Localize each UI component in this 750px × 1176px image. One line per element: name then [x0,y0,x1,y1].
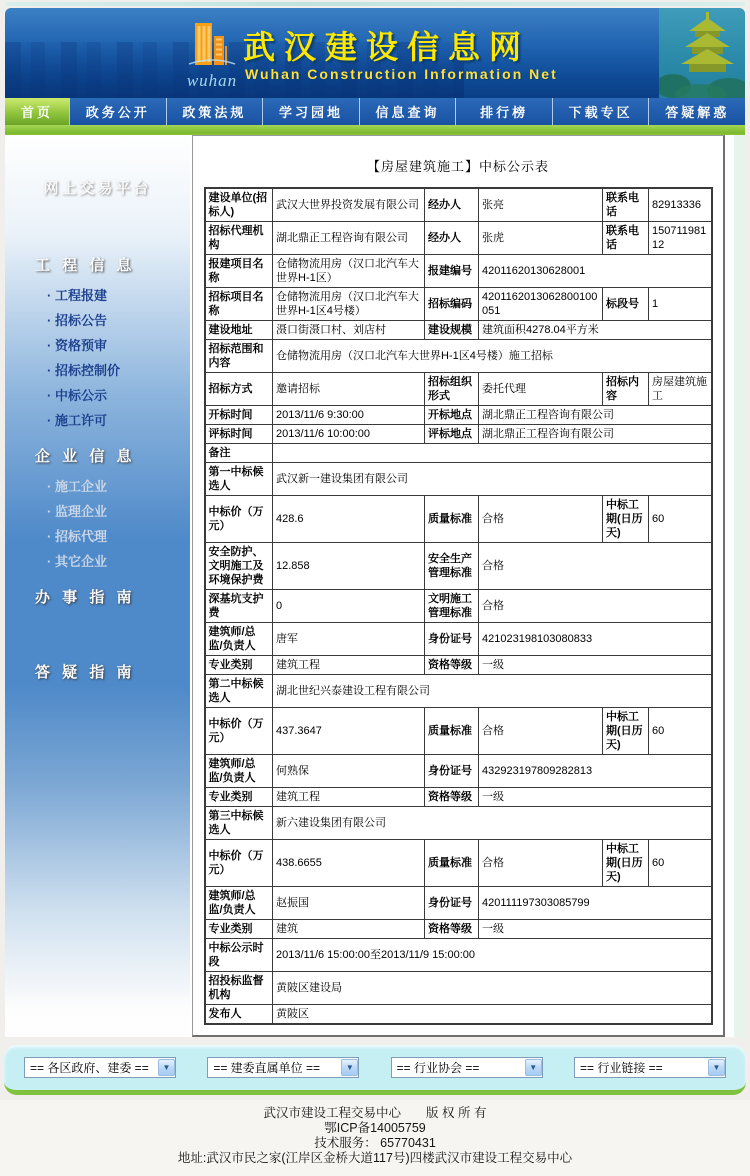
field-label: 身份证号 [425,887,479,920]
field-value: 438.6655 [273,840,425,887]
field-label: 招标代理机构 [205,222,273,255]
field-value: 建筑工程 [273,788,425,807]
field-label: 质量标准 [425,496,479,543]
table-row [205,708,712,755]
field-value: 唐军 [273,623,425,656]
building-logo-icon [187,20,237,70]
field-label: 中标价（万元） [205,496,273,543]
tab-learning[interactable]: 学习园地 [262,98,359,125]
field-value: 428.6 [273,496,425,543]
field-label: 评标时间 [205,425,273,444]
sidebar-section-qa-guide[interactable]: 答 疑 指 南 [35,664,136,681]
sidebar [5,135,190,1037]
pagoda-image [659,8,745,98]
field-value: 仓储物流用房（汉口北汽车大世界H-1区4号楼）施工招标 [273,340,712,373]
table-row [205,496,712,543]
dropdown-selected-value: == 各区政府、建委 == [30,1061,149,1075]
chevron-down-icon: ▼ [708,1059,725,1076]
field-value: 4201162013062800100051 [479,288,603,321]
field-label: 身份证号 [425,755,479,788]
sidebar-sections [5,254,190,682]
field-value: 房屋建筑施工 [649,373,712,406]
table-row [205,920,712,939]
field-value: 合格 [479,590,712,623]
field-value: 合格 [479,496,603,543]
sidebar-item-construction-enterprise[interactable]: · 施工企业 [47,479,107,494]
table-row [205,1005,712,1025]
tab-ranking[interactable]: 排行榜 [455,98,552,125]
field-label: 中标公示时段 [205,939,273,972]
table-row [205,288,712,321]
field-label: 建筑师/总监/负责人 [205,623,273,656]
field-label: 身份证号 [425,623,479,656]
field-value: 湖北鼎正工程咨询有限公司 [479,406,712,425]
table-row [205,321,712,340]
field-value: 421023198103080833 [479,623,712,656]
field-value: 60 [649,496,712,543]
tab-info-query[interactable]: 信息查询 [359,98,456,125]
field-label: 资格等级 [425,920,479,939]
table-row [205,887,712,920]
field-label: 经办人 [425,188,479,222]
field-value: 邀请招标 [273,373,425,406]
field-value: 15071198112 [649,222,712,255]
tab-qa[interactable]: 答疑解惑 [648,98,745,125]
field-value: 湖北鼎正工程咨询有限公司 [479,425,712,444]
field-label: 建筑师/总监/负责人 [205,755,273,788]
bid-table [204,187,713,1025]
field-label: 安全防护、文明施工及环境保护费 [205,543,273,590]
field-label: 招标编码 [425,288,479,321]
sidebar-item-supervision-enterprise[interactable]: · 监理企业 [47,504,107,519]
sidebar-item-list [47,474,190,574]
field-label: 开标地点 [425,406,479,425]
main-content-panel [192,135,725,1037]
sidebar-section-enterprise-info: 企 业 信 息 [35,448,136,465]
field-value: 2013/11/6 9:30:00 [273,406,425,425]
sidebar-item-construction-permit[interactable]: · 施工许可 [47,413,107,428]
table-row [205,755,712,788]
field-label: 招标范围和内容 [205,340,273,373]
field-label: 质量标准 [425,840,479,887]
field-label: 安全生产管理标准 [425,543,479,590]
field-label: 备注 [205,444,273,463]
site-title: 武汉建设信息网 [243,29,531,65]
table-row [205,543,712,590]
field-value: 82913336 [649,188,712,222]
table-row [205,188,712,222]
field-value: 2013/11/6 10:00:00 [273,425,425,444]
tab-policy[interactable]: 政策法规 [166,98,263,125]
field-label: 招投标监督机构 [205,972,273,1005]
table-row [205,222,712,255]
chevron-down-icon: ▼ [525,1059,542,1076]
field-label: 建设地址 [205,321,273,340]
field-value: 武汉大世界投资发展有限公司 [273,188,425,222]
field-value: 432923197809282813 [479,755,712,788]
field-value: 湖北鼎正工程咨询有限公司 [273,222,425,255]
table-row [205,623,712,656]
table-row [205,590,712,623]
table-row [205,656,712,675]
sidebar-section-project-info: 工 程 信 息 [35,257,136,274]
field-label: 发布人 [205,1005,273,1025]
dropdown-selected-value: == 行业链接 == [579,1061,663,1075]
field-value: 一级 [479,656,712,675]
table-row [205,444,712,463]
field-label: 中标工期(日历天) [603,840,649,887]
dropdown-committee-units[interactable] [207,1057,359,1078]
table-row [205,972,712,1005]
field-label: 中标价（万元） [205,708,273,755]
dropdown-industry-links[interactable] [574,1057,726,1078]
field-value: 12.858 [273,543,425,590]
field-label: 联系电话 [603,188,649,222]
footer [0,1100,750,1176]
dropdown-industry-assoc[interactable] [391,1057,543,1078]
yellow-crane-tower-icon [659,8,745,98]
table-row [205,340,712,373]
field-value: 张亮 [479,188,603,222]
table-row [205,463,712,496]
field-label: 标段号 [603,288,649,321]
sidebar-platform-title: 网上交易平台 [43,180,152,197]
table-row [205,939,712,972]
field-label: 招标项目名称 [205,288,273,321]
dropdown-selected-value: == 建委直属单位 == [213,1061,321,1075]
top-divider [5,2,745,6]
field-value: 委托代理 [479,373,603,406]
field-label: 中标价（万元） [205,840,273,887]
field-value: 0 [273,590,425,623]
field-label: 质量标准 [425,708,479,755]
field-value: 合格 [479,708,603,755]
table-row [205,675,712,708]
field-value: 仓储物流用房（汉口北汽车大世界H-1区） [273,255,425,288]
field-label: 专业类别 [205,656,273,675]
field-value [273,444,712,463]
field-value: 新六建设集团有限公司 [273,807,712,840]
field-label: 建筑师/总监/负责人 [205,887,273,920]
site-logo [173,20,251,91]
field-value: 合格 [479,840,603,887]
field-label: 招标组织形式 [425,373,479,406]
field-label: 招标方式 [205,373,273,406]
field-label: 经办人 [425,222,479,255]
field-value: 仓储物流用房（汉口北汽车大世界H-1区4号楼） [273,288,425,321]
nav-tabs [5,98,745,125]
footer-tech-service: 技术服务： 65770431 [314,1136,436,1150]
table-row [205,788,712,807]
field-label: 建设单位(招标人) [205,188,273,222]
field-value: 张虎 [479,222,603,255]
field-label: 建设规模 [425,321,479,340]
tab-download[interactable]: 下载专区 [552,98,649,125]
table-row [205,425,712,444]
field-label: 资格等级 [425,656,479,675]
sidebar-item-prequalification[interactable]: · 资格预审 [47,338,107,353]
field-label: 报建项目名称 [205,255,273,288]
field-label: 深基坑支护费 [205,590,273,623]
field-label: 第三中标候选人 [205,807,273,840]
field-label: 资格等级 [425,788,479,807]
links-bar [4,1045,746,1095]
field-value: 437.3647 [273,708,425,755]
field-label: 中标工期(日历天) [603,708,649,755]
tab-gov-open[interactable]: 政务公开 [69,98,166,125]
field-value: 赵振国 [273,887,425,920]
field-value: 黄陂区建设局 [273,972,712,1005]
field-value: 一级 [479,920,712,939]
field-value: 滠口街滠口村、刘店村 [273,321,425,340]
sidebar-item-project-filing[interactable]: · 工程报建 [47,288,107,303]
page-body [5,135,745,1037]
sidebar-item-other-enterprise[interactable]: · 其它企业 [47,554,107,569]
field-value: 建筑 [273,920,425,939]
sidebar-section-service-guide[interactable]: 办 事 指 南 [35,589,136,606]
field-value: 42011620130628001 [479,255,712,288]
field-value: 黄陂区 [273,1005,712,1025]
sidebar-item-bid-agency[interactable]: · 招标代理 [47,529,107,544]
field-value: 420111197303085799 [479,887,712,920]
site-subtitle: Wuhan Construction Information Net [245,66,558,82]
sidebar-item-bid-notice[interactable]: · 招标公告 [47,313,107,328]
field-label: 开标时间 [205,406,273,425]
field-label: 中标工期(日历天) [603,496,649,543]
table-row [205,807,712,840]
nav-bottom-strip [5,125,745,135]
field-label: 报建编号 [425,255,479,288]
footer-address: 地址:武汉市民之家(江岸区金桥大道117号)四楼武汉市建设工程交易中心 [177,1151,573,1165]
sidebar-item-bid-control-price[interactable]: · 招标控制价 [47,363,120,378]
sidebar-item-bid-award-publicity[interactable]: · 中标公示 [47,388,107,403]
field-value: 2013/11/6 15:00:00至2013/11/9 15:00:00 [273,939,712,972]
table-row [205,255,712,288]
field-value: 武汉新一建设集团有限公司 [273,463,712,496]
field-value: 建筑工程 [273,656,425,675]
field-label: 招标内容 [603,373,649,406]
field-label: 评标地点 [425,425,479,444]
field-value: 何熟保 [273,755,425,788]
footer-icp: 鄂ICP备14005759 [324,1121,426,1135]
right-edge-strip [734,135,745,1037]
field-label: 专业类别 [205,920,273,939]
field-label: 联系电话 [603,222,649,255]
sidebar-item-list [47,283,190,433]
dropdown-district-gov[interactable] [24,1057,176,1078]
chevron-down-icon: ▼ [158,1059,175,1076]
field-value: 湖北世纪兴泰建设工程有限公司 [273,675,712,708]
field-label: 文明施工管理标准 [425,590,479,623]
field-label: 第二中标候选人 [205,675,273,708]
tab-home[interactable]: 首页 [5,98,69,125]
page [0,2,750,1176]
site-header [5,8,745,98]
field-value: 60 [649,708,712,755]
field-value: 合格 [479,543,712,590]
logo-script-text: wuhan [186,71,238,90]
table-row [205,406,712,425]
footer-copyright: 武汉市建设工程交易中心 版 权 所 有 [263,1106,487,1120]
field-value: 一级 [479,788,712,807]
field-value: 建筑面积4278.04平方米 [479,321,712,340]
table-row [205,373,712,406]
table-row [205,840,712,887]
field-value: 60 [649,840,712,887]
dropdown-selected-value: == 行业协会 == [396,1061,480,1075]
field-label: 专业类别 [205,788,273,807]
table-title: 【房屋建筑施工】中标公示表 [366,159,549,174]
field-label: 第一中标候选人 [205,463,273,496]
chevron-down-icon: ▼ [341,1059,358,1076]
field-value: 1 [649,288,712,321]
